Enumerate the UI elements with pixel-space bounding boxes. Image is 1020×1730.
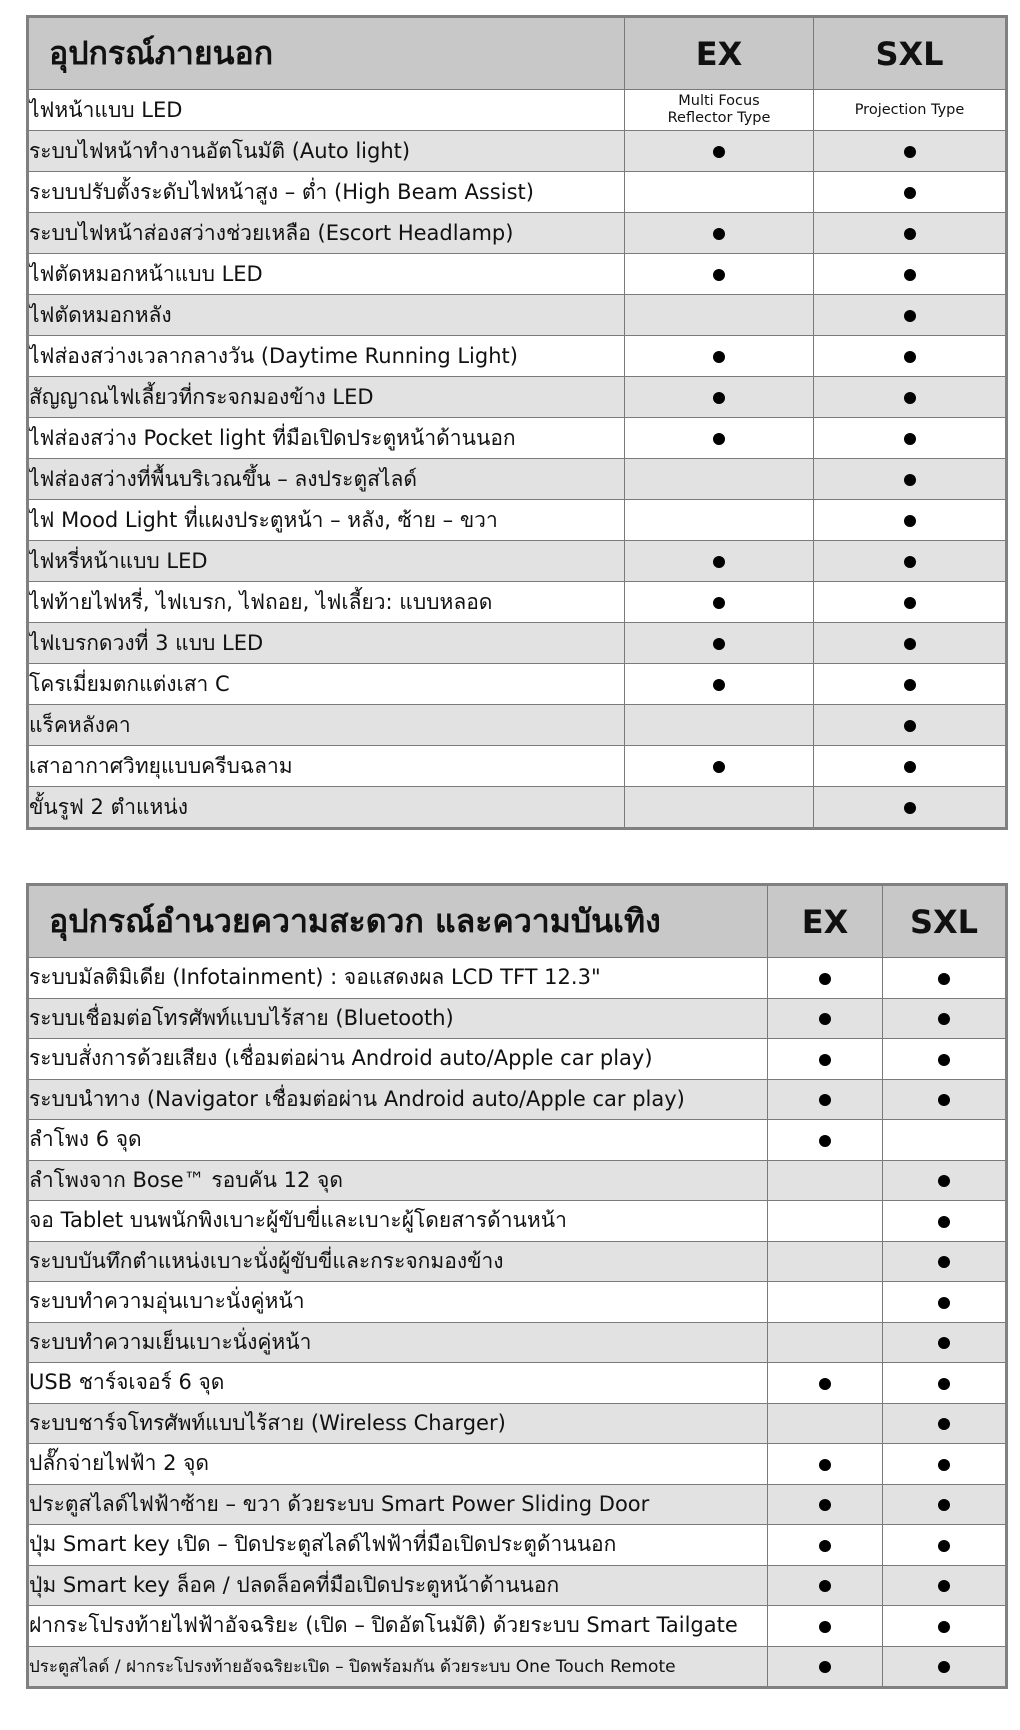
feature-label: ประตูสไลด์ไฟฟ้าซ้าย – ขวา ด้วยระบบ Smart Power Sliding Door (28, 1484, 768, 1525)
bullet-dot-icon (713, 228, 725, 240)
ex-cell (625, 705, 814, 746)
bullet-dot-icon (938, 1054, 950, 1066)
bullet-dot-icon (713, 351, 725, 363)
exterior-row (28, 500, 1007, 541)
feature-label: เสาอากาศวิทยุแบบครีบฉลาม (28, 746, 625, 787)
bullet-dot-icon (819, 1621, 831, 1633)
ex-cell (625, 746, 814, 787)
bullet-dot-icon (713, 638, 725, 650)
bullet-dot-icon (904, 187, 916, 199)
feature-label: ไฟส่องสว่างที่พื้นบริเวณขึ้น – ลงประตูสไลด์ (28, 459, 625, 500)
exterior-row (28, 459, 1007, 500)
bullet-dot-icon (904, 146, 916, 158)
ex-cell (625, 131, 814, 172)
convenience-header-row (28, 885, 1007, 958)
sxl-cell (814, 623, 1007, 664)
exterior-row (28, 213, 1007, 254)
convenience-row (28, 1363, 1007, 1404)
bullet-dot-icon (938, 1337, 950, 1349)
convenience-spec-table (26, 883, 1008, 1689)
feature-label: ไฟเบรกดวงที่ 3 แบบ LED (28, 623, 625, 664)
bullet-dot-icon (904, 720, 916, 732)
sxl-cell (883, 958, 1007, 999)
bullet-dot-icon (713, 433, 725, 445)
feature-label: ประตูสไลด์ / ฝากระโปรงท้ายอัจฉริยะเปิด – ปิดพร้อมกัน ด้วยระบบ One Touch Remote (28, 1646, 768, 1688)
ex-cell (625, 664, 814, 705)
feature-label: แร็คหลังคา (28, 705, 625, 746)
exterior-row (28, 664, 1007, 705)
bullet-dot-icon (819, 1013, 831, 1025)
bullet-dot-icon (713, 761, 725, 773)
bullet-dot-icon (938, 1094, 950, 1106)
sxl-note: Projection Type (814, 90, 1007, 131)
bullet-dot-icon (713, 597, 725, 609)
sxl-cell (814, 295, 1007, 336)
sxl-cell (814, 377, 1007, 418)
bullet-dot-icon (938, 1499, 950, 1511)
exterior-row (28, 746, 1007, 787)
bullet-dot-icon (904, 474, 916, 486)
convenience-row (28, 1565, 1007, 1606)
ex-cell (625, 377, 814, 418)
ex-cell (768, 998, 883, 1039)
sxl-cell (814, 131, 1007, 172)
ex-cell (625, 172, 814, 213)
bullet-dot-icon (904, 515, 916, 527)
exterior-row (28, 377, 1007, 418)
feature-label: โครเมี่ยมตกแต่งเสา C (28, 664, 625, 705)
exterior-row (28, 541, 1007, 582)
bullet-dot-icon (904, 556, 916, 568)
bullet-dot-icon (938, 1175, 950, 1187)
sxl-cell (814, 500, 1007, 541)
bullet-dot-icon (819, 1459, 831, 1471)
ex-cell (768, 1201, 883, 1242)
convenience-row (28, 998, 1007, 1039)
ex-cell (768, 1241, 883, 1282)
sxl-cell (883, 1120, 1007, 1161)
bullet-dot-icon (713, 392, 725, 404)
sxl-cell (814, 418, 1007, 459)
exterior-row (28, 705, 1007, 746)
feature-label: ไฟส่องสว่างเวลากลางวัน (Daytime Running Light) (28, 336, 625, 377)
convenience-row (28, 958, 1007, 999)
exterior-row (28, 336, 1007, 377)
bullet-dot-icon (904, 597, 916, 609)
bullet-dot-icon (938, 1540, 950, 1552)
sxl-cell (883, 1322, 1007, 1363)
bullet-dot-icon (938, 1580, 950, 1592)
feature-label: ลำโพง 6 จุด (28, 1120, 768, 1161)
bullet-dot-icon (938, 1216, 950, 1228)
ex-cell (768, 1079, 883, 1120)
feature-label: ปุ่ม Smart key เปิด – ปิดประตูสไลด์ไฟฟ้าที่มือเปิดประตูด้านนอก (28, 1525, 768, 1566)
exterior-row (28, 90, 1007, 131)
convenience-row (28, 1606, 1007, 1647)
feature-label: ลำโพงจาก Bose™ รอบคัน 12 จุด (28, 1160, 768, 1201)
ex-cell (768, 1363, 883, 1404)
bullet-dot-icon (904, 802, 916, 814)
exterior-row (28, 172, 1007, 213)
exterior-spec-table (26, 15, 1008, 830)
ex-cell (768, 1039, 883, 1080)
feature-label: ระบบไฟหน้าทำงานอัตโนมัติ (Auto light) (28, 131, 625, 172)
bullet-dot-icon (819, 1540, 831, 1552)
sxl-cell (814, 541, 1007, 582)
convenience-row (28, 1079, 1007, 1120)
ex-cell (768, 1322, 883, 1363)
ex-cell (625, 254, 814, 295)
convenience-section-title: อุปกรณ์อำนวยความสะดวก และความบันเทิง (28, 885, 768, 958)
feature-label: ระบบทำความอุ่นเบาะนั่งคู่หน้า (28, 1282, 768, 1323)
feature-label: ไฟท้ายไฟหรี่, ไฟเบรก, ไฟถอย, ไฟเลี้ยว: แบบหลอด (28, 582, 625, 623)
exterior-col-sxl: SXL (814, 17, 1007, 90)
ex-cell (768, 1484, 883, 1525)
exterior-row (28, 131, 1007, 172)
feature-label: ปุ่ม Smart key ล็อค / ปลดล็อคที่มือเปิดประตูหน้าด้านนอก (28, 1565, 768, 1606)
ex-cell (768, 1403, 883, 1444)
feature-label: ระบบทำความเย็นเบาะนั่งคู่หน้า (28, 1322, 768, 1363)
feature-label: ไฟตัดหมอกหน้าแบบ LED (28, 254, 625, 295)
bullet-dot-icon (938, 1256, 950, 1268)
convenience-row (28, 1403, 1007, 1444)
ex-cell (768, 958, 883, 999)
feature-label: ระบบไฟหน้าส่องสว่างช่วยเหลือ (Escort Headlamp) (28, 213, 625, 254)
feature-label: ไฟตัดหมอกหลัง (28, 295, 625, 336)
sxl-cell (814, 459, 1007, 500)
bullet-dot-icon (938, 973, 950, 985)
feature-label: ปลั๊กจ่ายไฟฟ้า 2 จุด (28, 1444, 768, 1485)
bullet-dot-icon (819, 1094, 831, 1106)
sxl-cell (883, 1484, 1007, 1525)
sxl-cell (883, 998, 1007, 1039)
sxl-cell (814, 213, 1007, 254)
bullet-dot-icon (819, 1054, 831, 1066)
exterior-row (28, 787, 1007, 829)
convenience-row (28, 1484, 1007, 1525)
ex-cell (625, 623, 814, 664)
sxl-cell (883, 1444, 1007, 1485)
convenience-row (28, 1241, 1007, 1282)
exterior-row (28, 295, 1007, 336)
sxl-cell (814, 254, 1007, 295)
feature-label: ระบบชาร์จโทรศัพท์แบบไร้สาย (Wireless Charger) (28, 1403, 768, 1444)
bullet-dot-icon (938, 1621, 950, 1633)
convenience-col-ex: EX (768, 885, 883, 958)
bullet-dot-icon (904, 433, 916, 445)
sxl-cell (883, 1606, 1007, 1647)
ex-cell (625, 459, 814, 500)
convenience-row (28, 1646, 1007, 1688)
ex-cell (625, 418, 814, 459)
ex-cell (768, 1282, 883, 1323)
bullet-dot-icon (938, 1418, 950, 1430)
sxl-cell (814, 172, 1007, 213)
bullet-dot-icon (819, 1135, 831, 1147)
sxl-cell (883, 1201, 1007, 1242)
convenience-row (28, 1322, 1007, 1363)
sxl-cell (883, 1160, 1007, 1201)
bullet-dot-icon (819, 1580, 831, 1592)
bullet-dot-icon (819, 973, 831, 985)
sxl-cell (883, 1363, 1007, 1404)
feature-label: ระบบมัลติมิเดีย (Infotainment) : จอแสดงผล LCD TFT 12.3" (28, 958, 768, 999)
ex-cell (768, 1120, 883, 1161)
feature-label: ระบบเชื่อมต่อโทรศัพท์แบบไร้สาย (Bluetooth) (28, 998, 768, 1039)
bullet-dot-icon (904, 269, 916, 281)
ex-cell (625, 213, 814, 254)
convenience-col-sxl: SXL (883, 885, 1007, 958)
feature-label: ขั้นรูฟ 2 ตำแหน่ง (28, 787, 625, 829)
sxl-cell (814, 336, 1007, 377)
convenience-row (28, 1201, 1007, 1242)
bullet-dot-icon (904, 638, 916, 650)
convenience-row (28, 1444, 1007, 1485)
sxl-cell (883, 1403, 1007, 1444)
bullet-dot-icon (904, 351, 916, 363)
sxl-cell (883, 1646, 1007, 1688)
feature-label: ระบบบันทึกตำแหน่งเบาะนั่งผู้ขับขี่และกระจกมองข้าง (28, 1241, 768, 1282)
feature-label: ไฟ Mood Light ที่แผงประตูหน้า – หลัง, ซ้าย – ขวา (28, 500, 625, 541)
ex-cell (625, 295, 814, 336)
feature-label: ระบบสั่งการด้วยเสียง (เชื่อมต่อผ่าน Android auto/Apple car play) (28, 1039, 768, 1080)
bullet-dot-icon (819, 1661, 831, 1673)
bullet-dot-icon (904, 392, 916, 404)
sxl-cell (814, 705, 1007, 746)
ex-cell (768, 1646, 883, 1688)
ex-cell (625, 541, 814, 582)
sxl-cell (883, 1241, 1007, 1282)
ex-cell (768, 1525, 883, 1566)
bullet-dot-icon (938, 1378, 950, 1390)
bullet-dot-icon (938, 1297, 950, 1309)
bullet-dot-icon (904, 679, 916, 691)
feature-label: ระบบนำทาง (Navigator เชื่อมต่อผ่าน Android auto/Apple car play) (28, 1079, 768, 1120)
bullet-dot-icon (904, 310, 916, 322)
sxl-cell (883, 1079, 1007, 1120)
sxl-cell (883, 1525, 1007, 1566)
feature-label: ไฟหน้าแบบ LED (28, 90, 625, 131)
bullet-dot-icon (904, 761, 916, 773)
sxl-cell (814, 787, 1007, 829)
feature-label: สัญญาณไฟเลี้ยวที่กระจกมองข้าง LED (28, 377, 625, 418)
exterior-col-ex: EX (625, 17, 814, 90)
sxl-cell (814, 746, 1007, 787)
ex-cell (768, 1160, 883, 1201)
ex-cell (625, 336, 814, 377)
sxl-cell (883, 1565, 1007, 1606)
ex-cell (768, 1606, 883, 1647)
feature-label: จอ Tablet บนพนักพิงเบาะผู้ขับขี่และเบาะผู้โดยสารด้านหน้า (28, 1201, 768, 1242)
bullet-dot-icon (713, 269, 725, 281)
bullet-dot-icon (713, 556, 725, 568)
exterior-row (28, 582, 1007, 623)
ex-cell (768, 1565, 883, 1606)
convenience-row (28, 1282, 1007, 1323)
bullet-dot-icon (904, 228, 916, 240)
convenience-row (28, 1160, 1007, 1201)
bullet-dot-icon (819, 1499, 831, 1511)
feature-label: ฝากระโปรงท้ายไฟฟ้าอัจฉริยะ (เปิด – ปิดอัตโนมัติ) ด้วยระบบ Smart Tailgate (28, 1606, 768, 1647)
sxl-cell (814, 664, 1007, 705)
ex-cell (625, 787, 814, 829)
bullet-dot-icon (713, 679, 725, 691)
feature-label: USB ชาร์จเจอร์ 6 จุด (28, 1363, 768, 1404)
ex-cell (768, 1444, 883, 1485)
convenience-row (28, 1525, 1007, 1566)
feature-label: ไฟหรี่หน้าแบบ LED (28, 541, 625, 582)
bullet-dot-icon (713, 146, 725, 158)
exterior-row (28, 418, 1007, 459)
feature-label: ไฟส่องสว่าง Pocket light ที่มือเปิดประตูหน้าด้านนอก (28, 418, 625, 459)
ex-cell (625, 500, 814, 541)
feature-label: ระบบปรับตั้งระดับไฟหน้าสูง – ต่ำ (High Beam Assist) (28, 172, 625, 213)
ex-note: Multi Focus Reflector Type (625, 90, 814, 131)
bullet-dot-icon (819, 1378, 831, 1390)
exterior-section-title: อุปกรณ์ภายนอก (28, 17, 625, 90)
bullet-dot-icon (938, 1459, 950, 1471)
exterior-header-row (28, 17, 1007, 90)
bullet-dot-icon (938, 1661, 950, 1673)
convenience-row (28, 1120, 1007, 1161)
sxl-cell (814, 582, 1007, 623)
convenience-row (28, 1039, 1007, 1080)
exterior-row (28, 623, 1007, 664)
sxl-cell (883, 1039, 1007, 1080)
sxl-cell (883, 1282, 1007, 1323)
ex-cell (625, 582, 814, 623)
exterior-row (28, 254, 1007, 295)
bullet-dot-icon (938, 1013, 950, 1025)
